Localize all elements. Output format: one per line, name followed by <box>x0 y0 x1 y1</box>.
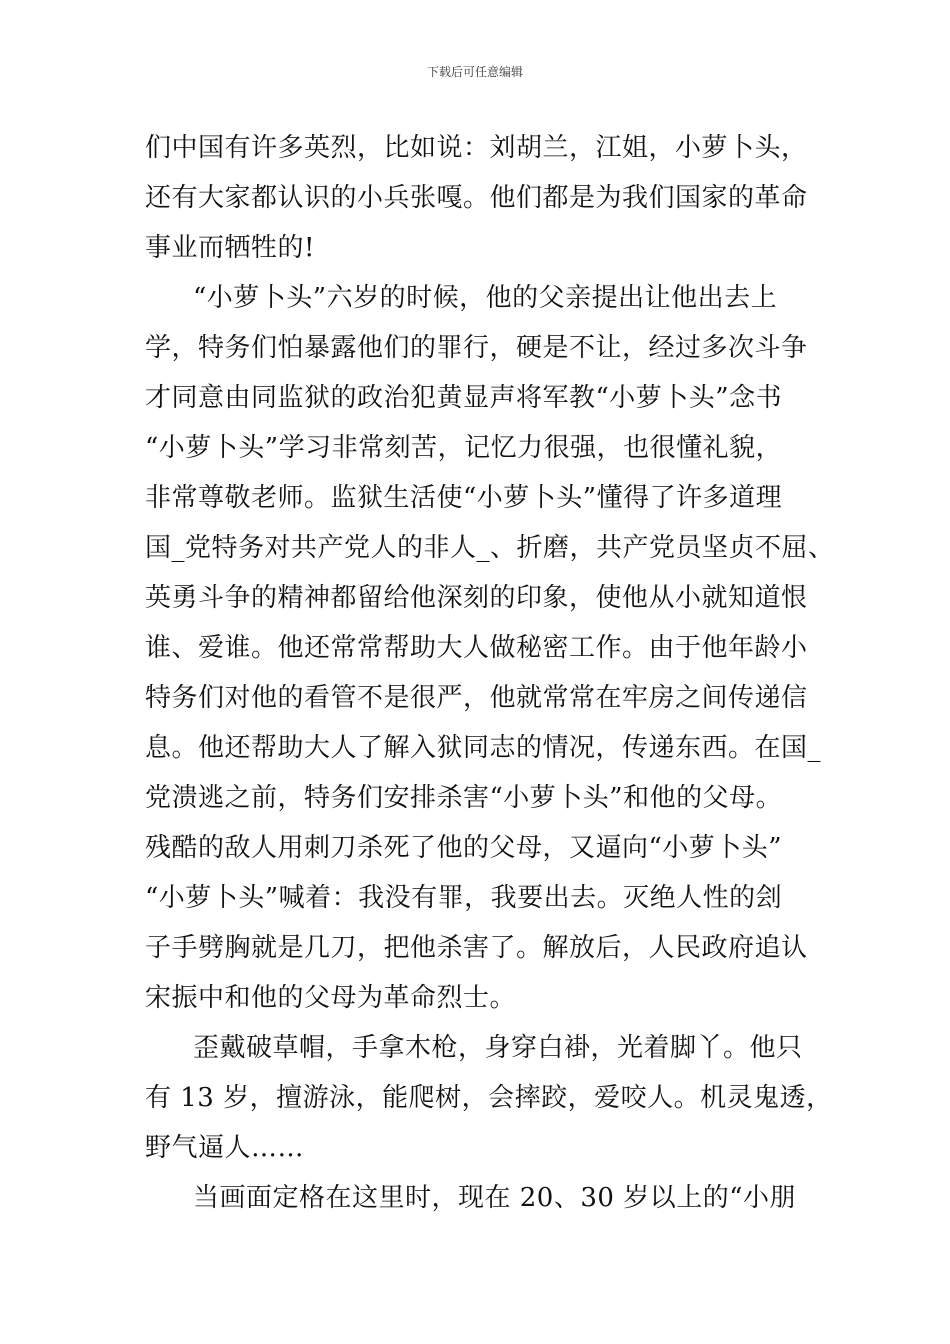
text-line: 党溃逃之前，特务们安排杀害“小萝卜头”和他的父母。 <box>145 783 783 813</box>
paragraph-start-line: “小萝卜头”六岁的时候，他的父亲提出让他出去上 <box>193 283 778 313</box>
text-line: 才同意由同监狱的政治犯黄显声将军教“小萝卜头”念书 <box>145 383 783 413</box>
text-line: “小萝卜头”学习非常刻苦，记忆力很强，也很懂礼貌， <box>145 433 783 463</box>
text-line: 残酷的敌人用刺刀杀死了他的父母，又逼向“小萝卜头” <box>145 833 783 863</box>
text-line: 有 13 岁，擅游泳，能爬树，会摔跤，爱咬人。机灵鬼透， <box>145 1083 833 1113</box>
text-line: 国_党特务对共产党人的非人_、折磨，共产党员坚贞不屈、 <box>145 533 835 563</box>
text-line: 们中国有许多英烈，比如说：刘胡兰，江姐，小萝卜头， <box>145 133 808 163</box>
paragraph-start-line: 歪戴破草帽，手拿木枪，身穿白褂，光着脚丫。他只 <box>193 1033 803 1063</box>
text-line: 息。他还帮助大人了解入狱同志的情况，传递东西。在国_ <box>145 733 822 763</box>
text-line: 谁、爱谁。他还常常帮助大人做秘密工作。由于他年龄小 <box>145 633 808 663</box>
paragraph-start-line: 当画面定格在这里时，现在 20、30 岁以上的“小朋 <box>193 1183 796 1213</box>
text-line: 子手劈胸就是几刀，把他杀害了。解放后，人民政府追认 <box>145 933 808 963</box>
text-line: “小萝卜头”喊着：我没有罪，我要出去。灭绝人性的刽 <box>145 883 783 913</box>
text-line: 宋振中和他的父母为革命烈士。 <box>145 983 517 1013</box>
text-line: 学，特务们怕暴露他们的罪行，硬是不让，经过多次斗争 <box>145 333 808 363</box>
document-body <box>145 128 845 1228</box>
text-line: 事业而牺牲的! <box>145 233 315 263</box>
text-line: 特务们对他的看管不是很严，他就常常在牢房之间传递信 <box>145 683 808 713</box>
text-line: 还有大家都认识的小兵张嘎。他们都是为我们国家的革命 <box>145 183 808 213</box>
text-line: 英勇斗争的精神都留给他深刻的印象，使他从小就知道恨 <box>145 583 808 613</box>
text-line: 非常尊敬老师。监狱生活使“小萝卜头”懂得了许多道理 <box>145 483 783 513</box>
text-line: 野气逼人…… <box>145 1133 305 1163</box>
page-header: 下载后可任意编辑 <box>426 65 523 79</box>
